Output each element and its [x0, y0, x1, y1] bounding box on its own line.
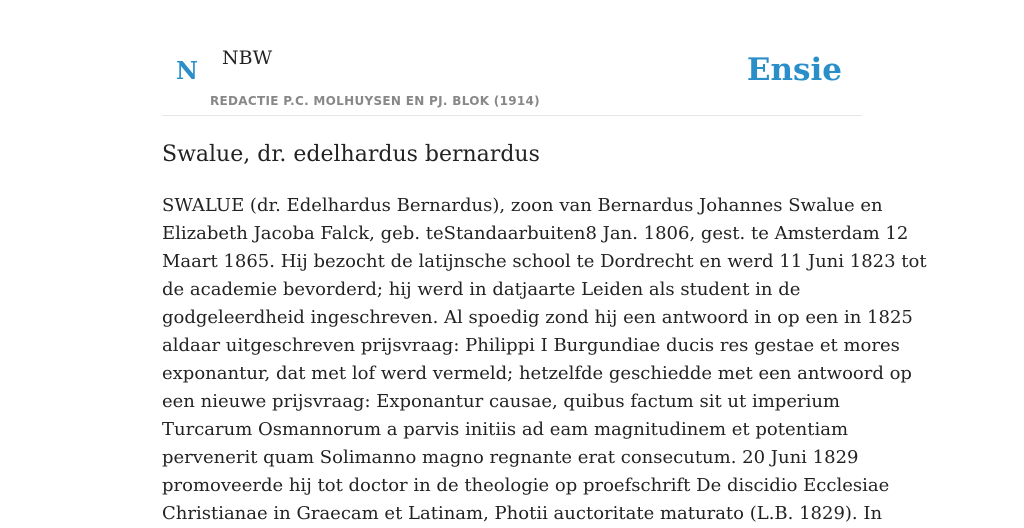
source-header — [162, 40, 862, 116]
article-line: Maart 1865. Hij bezocht de latijnsche school te Dordrecht en werd 11 Juni 1823 tot — [162, 251, 927, 272]
ensie-logo[interactable]: Ensie — [746, 52, 842, 88]
source-logo-icon[interactable]: N — [176, 56, 198, 85]
article-line: een nieuwe prijsvraag: Exponantur causae, quibus factum sit ut imperium — [162, 391, 840, 412]
article-line: Christianae in Graecam et Latinam, Photii auctoritate maturato (L.B. 1829). In — [162, 503, 883, 524]
article-line: de academie bevorderd; hij werd in datjaarte Leiden als student in de — [162, 279, 801, 300]
article-line: exponantur, dat met lof werd vermeld; hetzelfde geschiedde met een antwoord op — [162, 363, 912, 384]
article-body — [162, 192, 927, 528]
source-editors: REDACTIE P.C. MOLHUYSEN EN PJ. BLOK (1914) — [210, 94, 540, 108]
article-line: Turcarum Osmannorum a parvis initiis ad eam magnitudinem et potentiam — [162, 419, 849, 440]
article-title: Swalue, dr. edelhardus bernardus — [162, 142, 540, 167]
article-line: godgeleerdheid ingeschreven. Al spoedig zond hij een antwoord in op een in 1825 — [162, 307, 913, 328]
article-line: promoveerde hij tot doctor in de theologie op proefschrift De discidio Ecclesiae — [162, 475, 890, 496]
article-line: pervenerit quam Solimanno magno regnante erat consecutum. 20 Juni 1829 — [162, 447, 859, 468]
article-line: Elizabeth Jacoba Falck, geb. teStandaarbuiten8 Jan. 1806, gest. te Amsterdam 12 — [162, 223, 909, 244]
article-line: SWALUE (dr. Edelhardus Bernardus), zoon van Bernardus Johannes Swalue en — [162, 195, 883, 216]
source-name[interactable]: NBW — [222, 47, 273, 69]
article-line: aldaar uitgeschreven prijsvraag: Philippi I Burgundiae ducis res gestae et mores — [162, 335, 900, 356]
